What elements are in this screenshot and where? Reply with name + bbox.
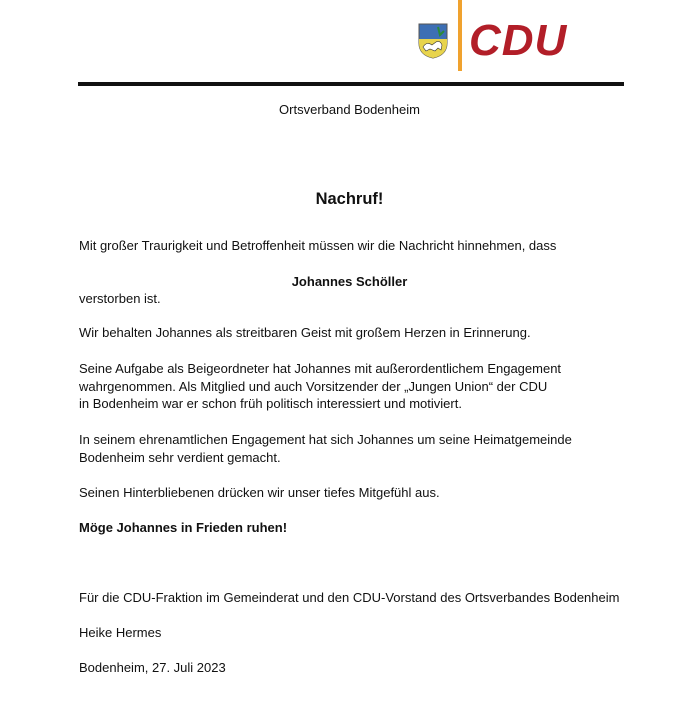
- paragraph-volunteer: [79, 431, 572, 466]
- signer-name: Heike Hermes: [79, 625, 162, 640]
- page-title: Nachruf!: [315, 190, 384, 208]
- died-text: verstorben ist.: [79, 291, 161, 306]
- paragraph-line: wahrgenommen. Als Mitglied und auch Vorsitzender der „Jungen Union“ der CDU: [79, 378, 548, 394]
- orange-divider: [458, 0, 462, 71]
- paragraph-line: In seinem ehrenamtlichen Engagement hat sich Johannes um seine Heimatgemeinde: [79, 432, 572, 447]
- cdu-logo: [412, 0, 612, 70]
- signature-line: Für die CDU-Fraktion im Gemeinderat und den CDU-Vorstand des Ortsverbandes Bodenheim: [79, 590, 620, 605]
- closing-line: Möge Johannes in Frieden ruhen!: [79, 520, 288, 535]
- paragraph-line: Seine Aufgabe als Beigeordneter hat Johannes mit außerordentlichem Engagement: [79, 361, 562, 376]
- intro-text: Mit großer Traurigkeit und Betroffenheit müssen wir die Nachricht hinnehmen, dass: [79, 238, 557, 253]
- deceased-name: Johannes Schöller: [291, 274, 408, 289]
- paragraph-condolence: Seinen Hinterbliebenen drücken wir unser tiefes Mitgefühl aus.: [79, 485, 440, 500]
- municipal-crest-icon: [418, 23, 448, 59]
- header-rule: [78, 82, 624, 86]
- paragraph-engagement: [79, 360, 561, 413]
- cdu-wordmark-icon: [469, 19, 601, 61]
- place-date: Bodenheim, 27. Juli 2023: [79, 660, 226, 675]
- svg-text:CDU: CDU: [469, 19, 568, 61]
- paragraph-line: in Bodenheim war er schon früh politisch interessiert und motiviert.: [79, 396, 462, 411]
- paragraph-memory: Wir behalten Johannes als streitbaren Geist mit großem Herzen in Erinnerung.: [79, 325, 531, 340]
- paragraph-line: Bodenheim sehr verdient gemacht.: [79, 449, 281, 465]
- organization-name: Ortsverband Bodenheim: [279, 102, 420, 117]
